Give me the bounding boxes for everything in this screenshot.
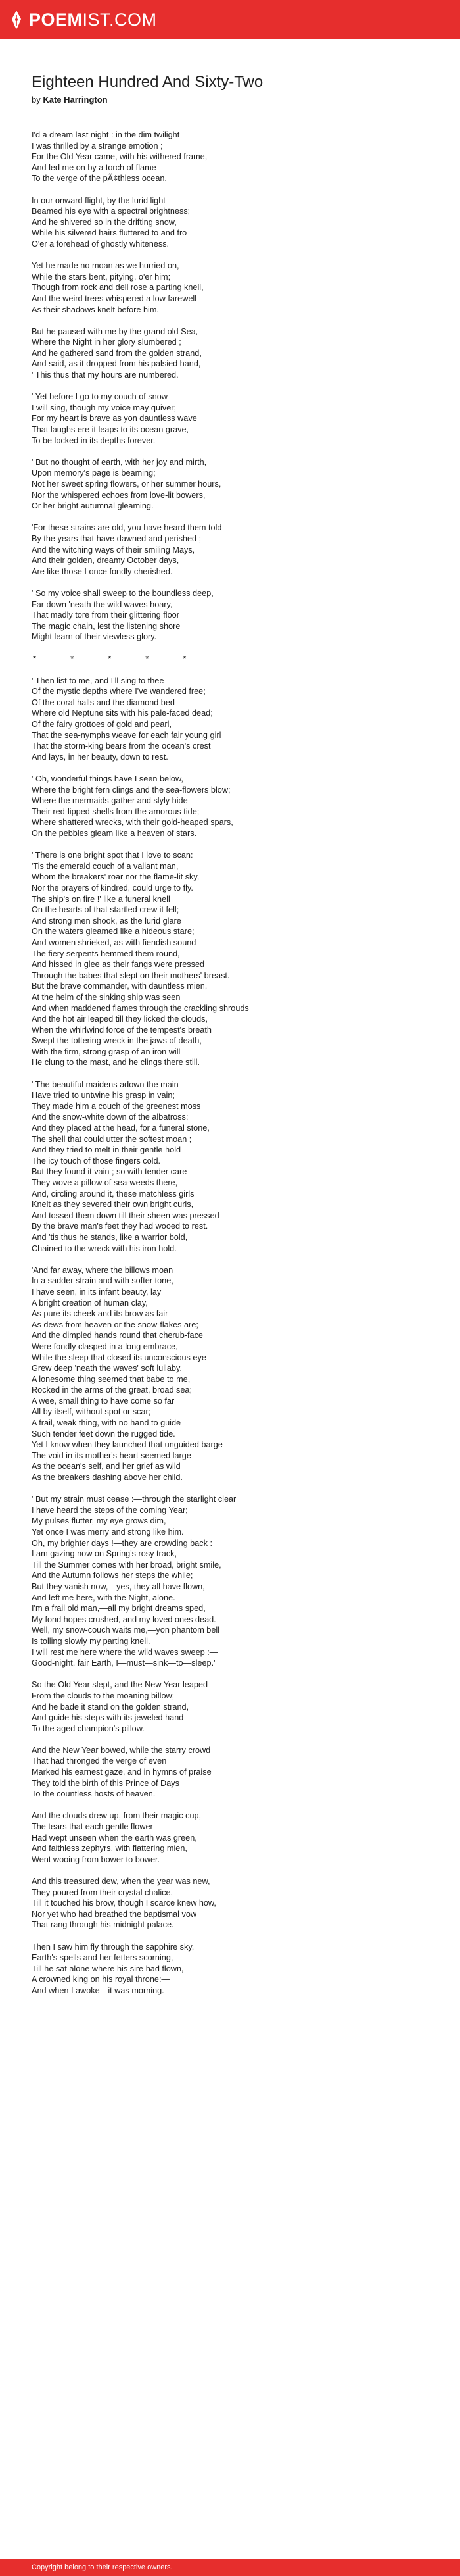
poem-line: Grew deep 'neath the waves' soft lullaby. [32, 1364, 182, 1374]
poem-line: Nor yet who had breathed the baptismal vow [32, 1909, 197, 1919]
poem-line: O'er a forehead of ghostly whiteness. [32, 239, 170, 249]
site-footer [0, 2559, 460, 2576]
site-logo[interactable] [9, 10, 157, 30]
poem-line: Where shattered wrecks, with their gold-heaped spars, [32, 818, 233, 828]
poem-line: The fiery serpents hemmed them round, [32, 949, 180, 958]
poem-line: ' Then list to me, and I'll sing to thee [32, 676, 164, 685]
poem-line: When the whirlwind force of the tempest's breath [32, 1025, 212, 1035]
separator-asterisk: * [108, 653, 112, 664]
poem-line: Upon memory's page is beaming; [32, 468, 156, 478]
poem-line: And this treasured dew, when the year was new, [32, 1877, 210, 1886]
poem-line: I'd a dream last night : in the dim twilight [32, 130, 180, 139]
poem-line: Till it touched his brow, though I scarce knew how, [32, 1898, 216, 1908]
stanza [32, 676, 428, 763]
poem-line: Till he sat alone where his sire had flown, [32, 1964, 184, 1973]
poem-line: Rocked in the arms of the great, broad sea; [32, 1385, 193, 1395]
poem-line: On the waters gleamed like a hideous stare; [32, 927, 195, 937]
poem-line: And led me on by a torch of flame [32, 162, 156, 172]
poem-body [32, 130, 428, 1996]
poem-line: Of the coral halls and the diamond bed [32, 697, 175, 707]
poem-line: ' Yet before I go to my couch of snow [32, 392, 168, 402]
poem-line: I'm a frail old man,—all my bright dreams sped, [32, 1604, 206, 1614]
poem-line: As dews from heaven or the snow-flakes are; [32, 1320, 198, 1329]
poem-line: Good-night, fair Earth, I—must—sink—to—sleep.' [32, 1658, 216, 1668]
poem-line: The magic chain, lest the listening shore [32, 621, 181, 631]
poem-line: 'For these strains are old, you have heard them told [32, 523, 222, 533]
poem-line: And he bade it stand on the golden strand, [32, 1702, 189, 1712]
poem-line: But the brave commander, with dauntless mien, [32, 981, 208, 991]
poem-line: But he paused with me by the grand old Sea, [32, 326, 198, 336]
poem-line: Are like those I once fondly cherished. [32, 566, 173, 576]
poem-line: Marked his earnest gaze, and in hymns of praise [32, 1768, 212, 1777]
poem-line: Have tried to untwine his grasp in vain; [32, 1091, 175, 1101]
stanza [32, 850, 428, 1068]
poem-line: And the New Year bowed, while the starry crowd [32, 1745, 211, 1755]
poem-line: Where the Night in her glory slumbered ; [32, 337, 181, 347]
poem-line: And the Autumn follows her steps the while; [32, 1571, 193, 1581]
poem-line: Nor the prayers of kindred, could urge to fly. [32, 883, 193, 893]
poem-line: All by itself, without spot or scar; [32, 1407, 151, 1417]
poem-line: And the snow-white down of the albatross; [32, 1112, 189, 1122]
stanza [32, 588, 428, 643]
poem-line: Oh, my brighter days !—they are crowding back : [32, 1538, 213, 1548]
poem-line: They made him a couch of the greenest moss [32, 1101, 201, 1111]
stanza [32, 391, 428, 446]
poem-line: ' This thus that my hours are numbered. [32, 370, 179, 380]
poem-line: And when maddened flames through the crackling shrouds [32, 1003, 249, 1013]
poem-line: Swept the tottering wreck in the jaws of death, [32, 1036, 202, 1046]
poem-line: A crowned king on his royal throne:— [32, 1975, 170, 1985]
poem-line: At the helm of the sinking ship was seen [32, 992, 181, 1002]
poem-line: I am gazing now on Spring's rosy track, [32, 1549, 177, 1559]
poem-line: And lays, in her beauty, down to rest. [32, 752, 168, 762]
poem-line: And their golden, dreamy October days, [32, 556, 179, 566]
poem-line: My fond hopes crushed, and my loved ones dead. [32, 1614, 216, 1624]
poem-line: While his silvered hairs fluttered to and fro [32, 228, 187, 238]
poem-line: And they tried to melt in their gentle hold [32, 1145, 181, 1155]
poem-line: I will rest me here where the wild waves sweep :— [32, 1647, 218, 1657]
stanza [32, 1265, 428, 1483]
poem-line: Of the mystic depths where I've wandered free; [32, 687, 206, 697]
poem-line: Had wept unseen when the earth was green, [32, 1833, 197, 1843]
stanza [32, 260, 428, 315]
poem-line: Is tolling slowly my parting knell. [32, 1636, 150, 1646]
poem-line: 'And far away, where the billows moan [32, 1265, 173, 1275]
quill-pen-icon [9, 10, 24, 30]
separator-asterisk: * [70, 653, 74, 664]
poem-line: That laughs ere it leaps to its ocean grave, [32, 425, 189, 435]
poem-line: ' Oh, wonderful things have I seen below, [32, 774, 183, 784]
poem-line: I have seen, in its infant beauty, lay [32, 1287, 162, 1297]
poem-title: Eighteen Hundred And Sixty-Two [32, 73, 264, 91]
stanza [32, 1810, 428, 1865]
poem-line: And when I awoke—it was morning. [32, 1985, 164, 1995]
poem-line: That madly tore from their glittering floor [32, 610, 179, 620]
poem-line: Where the bright fern clings and the sea-flowers blow; [32, 785, 231, 795]
poem-line: While the stars bent, pitying, o'er him; [32, 272, 171, 282]
poem-line: And he shivered so in the drifting snow, [32, 217, 177, 227]
poem-line: In a sadder strain and with softer tone, [32, 1276, 173, 1286]
poem-line: As the ocean's self, and her grief as wild [32, 1462, 181, 1472]
poem-line: As the breakers dashing above her child. [32, 1473, 183, 1483]
poem-line: 'Tis the emerald couch of a valiant man, [32, 861, 179, 871]
byline-by: by [32, 95, 41, 105]
poem-line: Through the babes that slept on their mothers' breast. [32, 970, 230, 980]
poem-line: Chained to the wreck with his iron hold. [32, 1243, 177, 1253]
poem-line: ' But no thought of earth, with her joy and mirth, [32, 457, 207, 467]
poem-line: To the countless hosts of heaven. [32, 1789, 156, 1799]
stanza [32, 1942, 428, 1996]
copyright-text: Copyright belong to their respective owners. [32, 2564, 173, 2571]
poem-line: And tossed them down till their sheen was pressed [32, 1210, 219, 1220]
poem-line: And faithless zephyrs, with flattering mien, [32, 1844, 187, 1854]
poem-line: Knelt as they severed their own bright curls, [32, 1200, 194, 1210]
poem-line: With the firm, strong grasp of an iron will [32, 1047, 181, 1056]
poem-line: And, circling around it, these matchless girls [32, 1189, 195, 1199]
poem-line: And the hot air leaped till they licked the clouds, [32, 1014, 208, 1024]
poem-line: And left me here, with the Night, alone. [32, 1593, 175, 1602]
stanza [32, 195, 428, 250]
poem-line: Whom the breakers' roar nor the flame-lit sky, [32, 872, 200, 882]
author-link[interactable]: Kate Harrington [43, 95, 108, 105]
logo-wordmark: POEMIST.COM [29, 9, 157, 30]
poem-line: While the sleep that closed its unconscious eye [32, 1352, 206, 1362]
poem-line: And the weird trees whispered a low farewell [32, 293, 197, 303]
poem-line: Their red-lipped shells from the amorous tide; [32, 806, 200, 816]
poem-line: So the Old Year slept, and the New Year leaped [32, 1680, 208, 1690]
poem-line: For the Old Year came, with his withered frame, [32, 152, 208, 162]
poem-line: I will sing, though my voice may quiver; [32, 403, 177, 412]
poem-line: And said, as it dropped from his palsied hand, [32, 359, 201, 369]
poem-line: They wove a pillow of sea-weeds there, [32, 1178, 178, 1187]
poem-line: They poured from their crystal chalice, [32, 1887, 173, 1897]
poem-line: Well, my snow-couch waits me,—yon phantom bell [32, 1625, 220, 1635]
poem-line: Nor the whispered echoes from love-lit bowers, [32, 490, 206, 500]
stanza [32, 457, 428, 512]
poem-line: To the verge of the pÃ¢thless ocean. [32, 174, 167, 184]
poem-line: Where the mermaids gather and slyly hide [32, 796, 188, 806]
stanza [32, 130, 428, 184]
stanza [32, 1079, 428, 1254]
poem-line: As pure its cheek and its brow as fair [32, 1309, 168, 1319]
poem-line: I have heard the steps of the coming Year; [32, 1505, 188, 1515]
poem-line: The ship's on fire !' like a funeral knell [32, 894, 170, 904]
poem-line: Earth's spells and her fetters scorning, [32, 1953, 173, 1963]
poem-line: And women shrieked, as with fiendish sound [32, 937, 196, 947]
poem-line: Far down 'neath the wild waves hoary, [32, 599, 173, 609]
poem-line: ' The beautiful maidens adown the main [32, 1079, 179, 1089]
poem-line: ' There is one bright spot that I love to scan: [32, 851, 193, 860]
poem-line: But they found it vain ; so with tender care [32, 1167, 187, 1177]
poem-line: And the witching ways of their smiling Mays, [32, 545, 195, 555]
poem-line: A frail, weak thing, with no hand to guide [32, 1418, 181, 1428]
poem-line: Or her bright autumnal gleaming. [32, 501, 154, 511]
poem-line: By the years that have dawned and perished ; [32, 533, 202, 543]
poem-line: That the sea-nymphs weave for each fair young girl [32, 730, 221, 740]
poem-line: That had thronged the verge of even [32, 1756, 167, 1766]
poem-line: The void in its mother's heart seemed large [32, 1450, 191, 1460]
poem-line: And they placed at the head, for a funeral stone, [32, 1124, 210, 1133]
poem-line: Though from rock and dell rose a parting knell, [32, 283, 204, 293]
poem-line: My pulses flutter, my eye grows dim, [32, 1516, 166, 1526]
poem-line: To be locked in its depths forever. [32, 435, 156, 445]
poem-line: Till the Summer comes with her broad, bright smile, [32, 1560, 221, 1570]
poem-line: In our onward flight, by the lurid light [32, 195, 166, 205]
byline [32, 95, 428, 105]
poem-line: Were fondly clasped in a long embrace, [32, 1341, 178, 1351]
separator-asterisk: * [145, 653, 149, 664]
stanza [32, 774, 428, 839]
poem-line: The shell that could utter the softest moan ; [32, 1134, 192, 1144]
poem-line: Where old Neptune sits with his pale-faced dead; [32, 708, 213, 718]
poem-line: The icy touch of those fingers cold. [32, 1156, 161, 1166]
poem-line: The tears that each gentle flower [32, 1822, 153, 1832]
poem-line: Of the fairy grottoes of gold and pearl, [32, 720, 172, 730]
poem-line: Went wooing from bower to bower. [32, 1854, 160, 1864]
poem-line: And hissed in glee as their fangs were pressed [32, 960, 205, 970]
poem-line: Beamed his eye with a spectral brightness; [32, 207, 191, 216]
separator-asterisk: * [183, 653, 187, 664]
site-header [0, 0, 460, 39]
poem-line: And guide his steps with its jeweled hand [32, 1713, 184, 1723]
poem-line: And the clouds drew up, from their magic cup, [32, 1811, 202, 1821]
poem-line: Yet I know when they launched that unguided barge [32, 1440, 223, 1450]
poem-line: Yet he made no moan as we hurried on, [32, 261, 179, 271]
poem-line: On the hearts of that startled crew it fell; [32, 905, 179, 915]
stanza [32, 1494, 428, 1669]
separator-asterisk: * [33, 653, 37, 664]
stanza [32, 522, 428, 577]
stanza [32, 1679, 428, 1734]
poem-line: That rang through his midnight palace. [32, 1920, 174, 1930]
poem-line: And the dimpled hands round that cherub-face [32, 1331, 203, 1341]
poem-line: ' So my voice shall sweep to the boundless deep, [32, 588, 214, 598]
stanza [32, 326, 428, 381]
poem-line: A bright creation of human clay, [32, 1298, 148, 1308]
poem-line: A lonesome thing seemed that babe to me, [32, 1374, 191, 1384]
stanza [32, 1876, 428, 1931]
poem-line: Not her sweet spring flowers, or her summer hours, [32, 480, 221, 489]
stanza [32, 1745, 428, 1800]
poem-line: Might learn of their viewless glory. [32, 632, 157, 642]
poem-line: Yet once I was merry and strong like him. [32, 1527, 184, 1537]
poem-line: But they vanish now,—yes, they all have flown, [32, 1581, 205, 1591]
poem-article [0, 39, 460, 1996]
poem-line: On the pebbles gleam like a heaven of stars. [32, 829, 197, 838]
poem-line: And he gathered sand from the golden strand, [32, 348, 202, 358]
poem-line: They told the birth of this Prince of Days [32, 1778, 179, 1788]
poem-line: He clung to the mast, and he clings there still. [32, 1058, 200, 1068]
poem-line: And strong men shook, as the lurid glare [32, 916, 181, 926]
poem-line: As their shadows knelt before him. [32, 305, 159, 314]
poem-line: By the brave man's feet they had wooed to rest. [32, 1222, 208, 1231]
poem-line: I was thrilled by a strange emotion ; [32, 141, 163, 151]
poem-line: Such tender feet down the rugged tide. [32, 1429, 175, 1439]
poem-line: That the storm-king bears from the ocean's crest [32, 741, 211, 751]
section-separator [32, 654, 428, 665]
poem-line: From the clouds to the moaning billow; [32, 1691, 175, 1700]
poem-line: Then I saw him fly through the sapphire sky, [32, 1942, 195, 1952]
poem-line: And 'tis thus he stands, like a warrior bold, [32, 1232, 188, 1242]
poem-line: ' But my strain must cease :—through the starlight clear [32, 1495, 237, 1504]
poem-line: A wee, small thing to have come so far [32, 1396, 175, 1406]
poem-line: To the aged champion's pillow. [32, 1723, 145, 1733]
poem-line: For my heart is brave as yon dauntless wave [32, 414, 197, 424]
